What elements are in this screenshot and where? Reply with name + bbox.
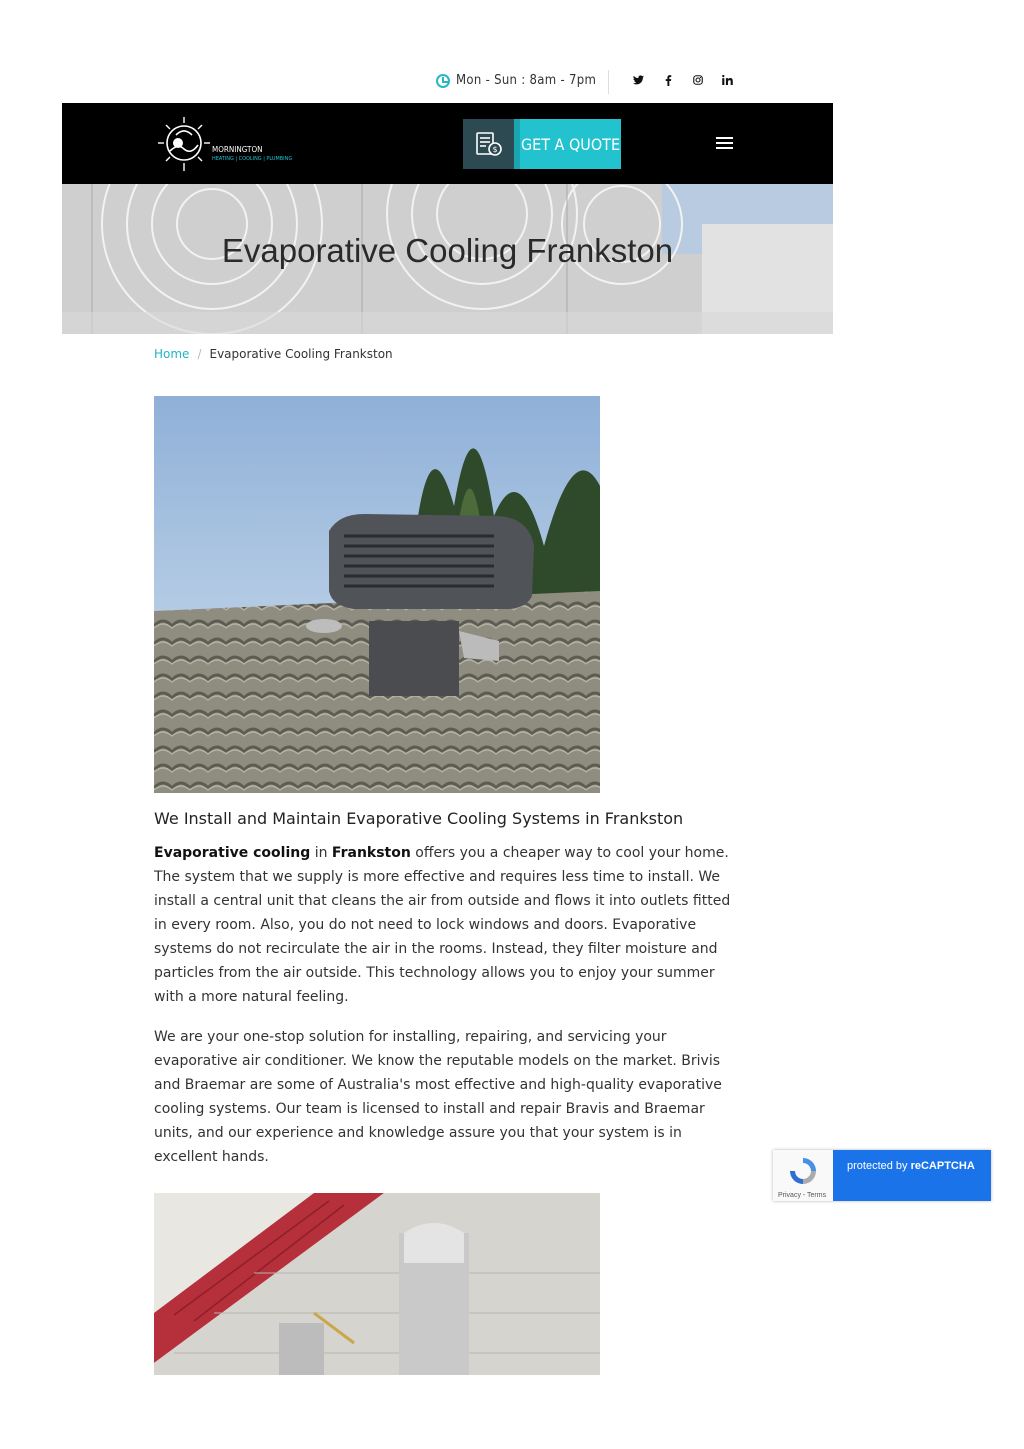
logo-name: MORNINGTON [212, 145, 263, 154]
hero-banner [62, 184, 833, 334]
recaptcha-label [833, 1150, 991, 1201]
site-header [62, 103, 833, 184]
recaptcha-privacy-terms-link[interactable]: Privacy - Terms [778, 1192, 827, 1199]
intro-bold-evaporative: Evaporative cooling [154, 845, 311, 861]
services-paragraph: We are your one-stop solution for installing, repairing, and servicing your evaporative air conditioner. We know the reputable models on the market. Brivis and Braemar are some of Australia's most effective and high-quality evaporative cooling systems. Our team is licensed to install and repair Bravis and Braemar units, and our experience and knowledge assure you that your system is in excellent hands. [154, 1029, 722, 1165]
opening-hours-text: Mon - Sun : 8am - 7pm [456, 73, 597, 88]
instagram-icon[interactable] [693, 75, 703, 88]
breadcrumb-home-link[interactable]: Home [154, 347, 190, 361]
page-title: Evaporative Cooling Frankston [221, 232, 674, 269]
intro-bold-frankston: Frankston [331, 845, 411, 861]
top-info-bar [0, 68, 1024, 98]
get-a-quote-button[interactable] [463, 119, 621, 169]
logo-tagline: HEATING | COOLING | PLUMBING [212, 156, 293, 162]
twitter-icon[interactable] [633, 75, 644, 88]
section-heading: We Install and Maintain Evaporative Cooling Systems in Frankston [154, 809, 684, 828]
intro-rest: offers you a cheaper way to cool your home. The system that we supply is more effective and requires less time to install. We install a central unit that cleans the air from outside and flows it into outlets fitted in every room. Also, you do not need to lock windows and doors. Evaporative systems do not recirculate the air in the rooms. Instead, they filter moisture and particles from the air outside. This technology allows you to enjoy your summer with a more natural feeling. [154, 845, 731, 1005]
breadcrumb-current: Evaporative Cooling Frankston [209, 347, 393, 361]
opening-hours [436, 73, 596, 88]
recaptcha-label-brand: reCAPTCHA [910, 1160, 975, 1172]
intro-in: in [310, 845, 332, 861]
hamburger-menu-icon[interactable] [716, 137, 733, 150]
evaporative-cooler-photo [154, 396, 600, 793]
get-a-quote-label: GET A QUOTE [514, 119, 621, 169]
company-logo[interactable] [154, 113, 294, 175]
linkedin-icon[interactable] [722, 75, 733, 88]
recaptcha-label-prefix: protected by [847, 1160, 911, 1172]
intro-paragraph [154, 841, 744, 1009]
recaptcha-logo-icon [773, 1150, 833, 1201]
svg-text:$: $ [492, 145, 498, 154]
divider [608, 70, 609, 94]
breadcrumb-separator: / [197, 347, 202, 361]
clock-icon [436, 74, 450, 88]
ducting-photo [154, 1193, 600, 1375]
facebook-icon[interactable] [665, 75, 672, 89]
recaptcha-badge[interactable] [773, 1150, 991, 1201]
quote-calculator-icon [463, 119, 514, 169]
breadcrumb [154, 347, 393, 361]
